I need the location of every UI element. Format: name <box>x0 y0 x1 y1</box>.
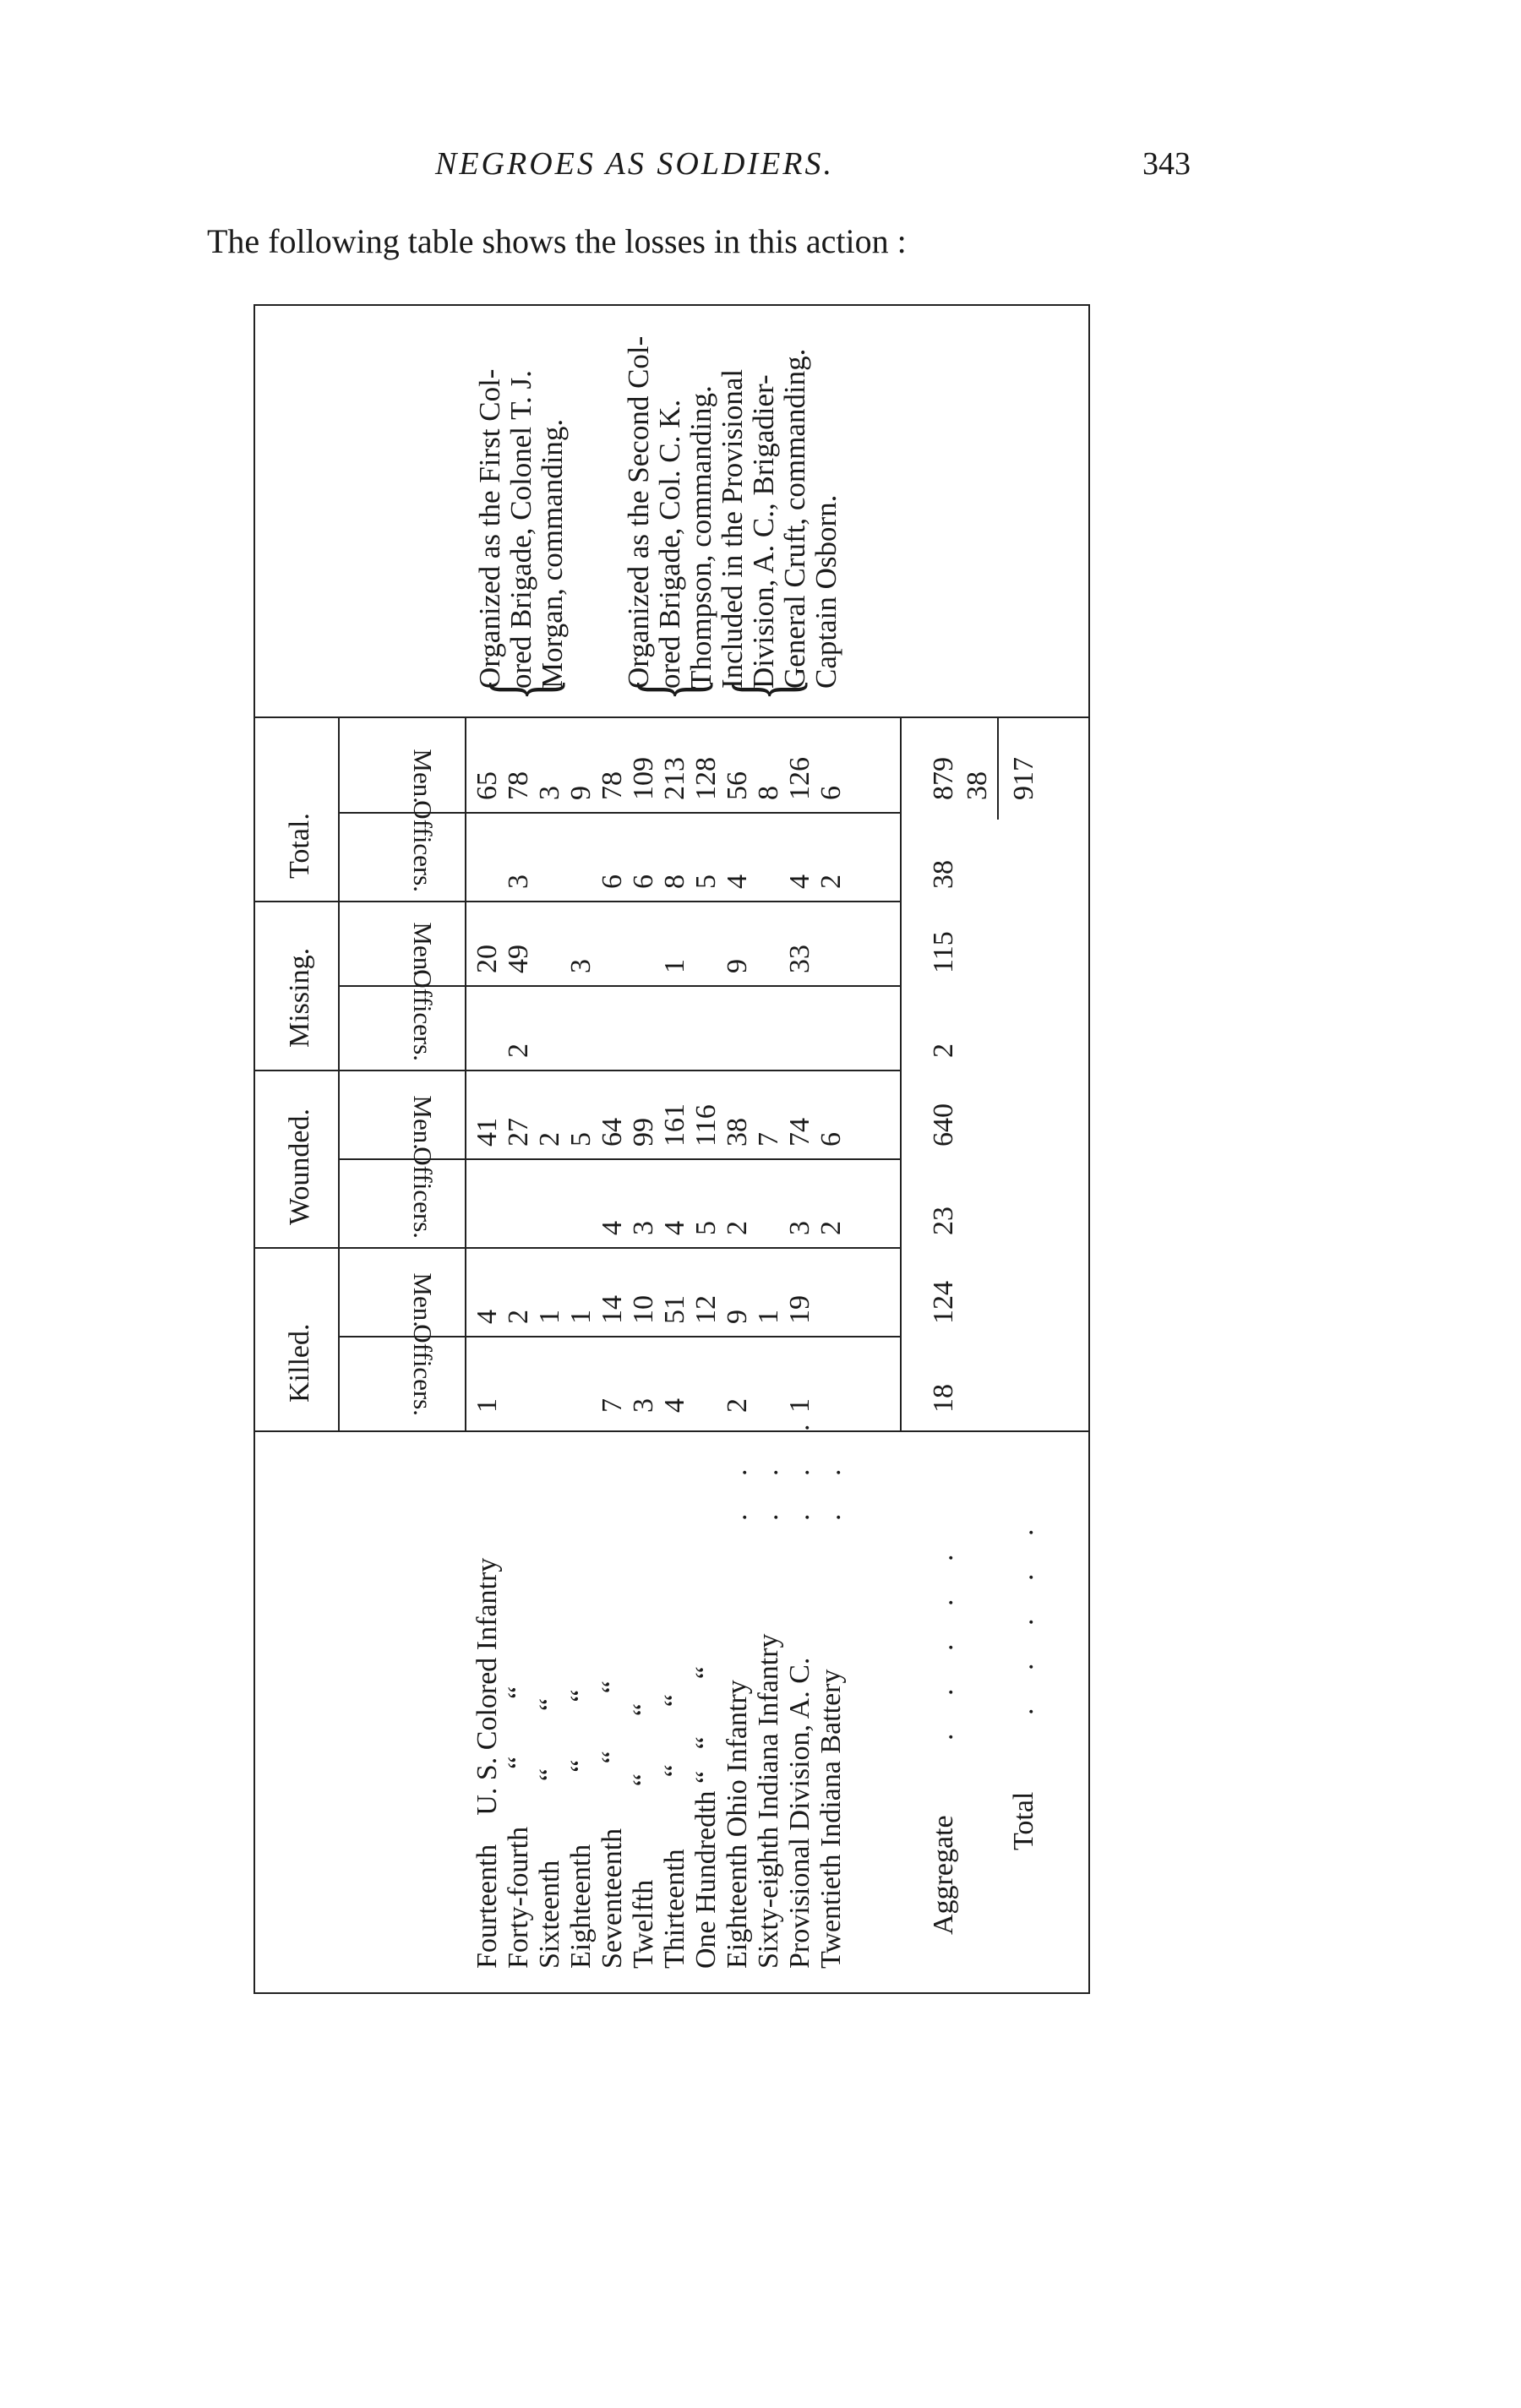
total-leader-dots: . . . . . <box>1008 1513 1039 1715</box>
table-cell: 1 <box>534 1310 565 1324</box>
table-cell: 109 <box>628 757 659 800</box>
group-rule <box>338 718 340 1432</box>
row-leader-dots: . . <box>815 1453 847 1521</box>
aggregate-cell: 2 <box>928 1043 959 1058</box>
table-cell: 5 <box>690 1221 722 1235</box>
table-cell: 1 <box>472 1398 503 1413</box>
table-cell: 5 <box>690 874 722 889</box>
aggregate-cell: 115 <box>928 931 959 973</box>
table-cell: 116 <box>690 1104 722 1147</box>
note-line: Thompson, commanding. <box>684 385 717 689</box>
sub-header: Men. <box>408 1095 438 1150</box>
note-line: Organized as the Second Col- <box>622 335 655 689</box>
table-cell: 126 <box>784 757 815 800</box>
table-cell: 6 <box>815 786 847 800</box>
notes-column-divider <box>254 716 1090 718</box>
table-cell: 74 <box>784 1118 815 1147</box>
table-cell: 78 <box>503 771 534 800</box>
table-cell: 12 <box>690 1295 722 1324</box>
aggregate-cell: 38 <box>928 860 959 889</box>
sub-header: Men. <box>408 749 438 804</box>
column-divider <box>254 901 900 902</box>
table-cell: 8 <box>659 874 690 889</box>
table-cell: 3 <box>784 1221 815 1235</box>
table-cell: 8 <box>753 786 784 800</box>
total-rule <box>997 718 999 820</box>
table-cell: 2 <box>815 1221 847 1235</box>
row-label: Twelfth “ “ <box>628 1703 659 1969</box>
table-cell: 1 <box>565 1310 597 1324</box>
row-leader-dots: . . . <box>784 1408 815 1521</box>
table-cell: 2 <box>815 874 847 889</box>
losses-table <box>254 304 1090 1994</box>
table-cell: 51 <box>659 1295 690 1324</box>
running-head <box>0 145 1521 188</box>
table-cell: 10 <box>628 1295 659 1324</box>
row-label: Eighteenth “ “ <box>565 1689 597 1969</box>
table-cell: 1 <box>784 1398 815 1413</box>
table-cell: 27 <box>503 1118 534 1147</box>
table-cell: 2 <box>503 1310 534 1324</box>
column-divider <box>254 1247 900 1249</box>
brace-mark: { <box>472 678 573 701</box>
table-cell: 19 <box>784 1295 815 1324</box>
table-cell: 6 <box>628 874 659 889</box>
row-label: One Hundredth “ “ “ <box>690 1666 722 1969</box>
table-cell: 4 <box>472 1310 503 1324</box>
sub-header: Men. <box>408 922 438 977</box>
row-label: Fourteenth U. S. Colored Infantry <box>472 1557 503 1969</box>
aggregate-cell: 124 <box>928 1281 959 1324</box>
note-line: Morgan, commanding. <box>536 418 569 689</box>
table-cell: 4 <box>659 1398 690 1413</box>
sub-header: Officers. <box>408 800 438 892</box>
table-cell: 4 <box>722 874 753 889</box>
table-cell: 4 <box>659 1221 690 1235</box>
table-cell: 4 <box>597 1221 628 1235</box>
table-cell: 6 <box>815 1132 847 1147</box>
total-value: 917 <box>1008 757 1039 800</box>
table-cell: 161 <box>659 1103 690 1147</box>
row-label: Thirteenth “ “ <box>659 1694 690 1969</box>
note-line: ored Brigade, Colonel T. J. <box>504 370 537 689</box>
table-frame-left <box>254 1992 1090 1994</box>
sub-header: Officers. <box>408 969 438 1061</box>
note-line: Organized as the First Col- <box>473 368 506 689</box>
table-cell: 3 <box>628 1221 659 1235</box>
table-cell: 213 <box>659 757 690 800</box>
table-cell: 2 <box>503 1043 534 1058</box>
intro-sentence: The following table shows the losses in this action : <box>207 222 907 260</box>
table-cell: 65 <box>472 771 503 800</box>
table-cell: 3 <box>628 1398 659 1413</box>
table-cell: 9 <box>722 959 753 973</box>
row-label: Twentieth Indiana Battery <box>815 1669 847 1969</box>
row-label: Seventeenth “ “ <box>597 1681 628 1969</box>
table-cell: 1 <box>753 1310 784 1324</box>
group-header: Wounded. <box>284 1109 315 1225</box>
group-header: Killed. <box>284 1323 315 1403</box>
brace-mark: { <box>620 678 721 701</box>
table-cell: 3 <box>534 786 565 800</box>
table-cell: 4 <box>784 874 815 889</box>
running-title: NEGROES AS SOLDIERS. <box>435 146 834 182</box>
row-label: Forty-fourth “ “ <box>503 1686 534 1969</box>
total-officers-carry: 38 <box>962 771 993 800</box>
page-number: 343 <box>1142 146 1191 182</box>
table-cell: 6 <box>597 874 628 889</box>
table-cell: 9 <box>565 786 597 800</box>
total-label: Total <box>1008 1791 1039 1850</box>
table-cell: 41 <box>472 1118 503 1147</box>
row-label: Eighteenth Ohio Infantry <box>722 1680 753 1969</box>
aggregate-cell: 18 <box>928 1384 959 1413</box>
group-header: Total. <box>284 813 315 879</box>
note-line: Captain Osborn. <box>810 494 842 689</box>
table-cell: 2 <box>722 1221 753 1235</box>
brace-mark: { <box>715 678 815 701</box>
group-header: Missing. <box>284 947 315 1048</box>
table-cell: 56 <box>722 771 753 800</box>
note-line: Division, A. C., Brigadier- <box>747 374 780 689</box>
aggregate-label: Aggregate <box>928 1815 959 1935</box>
table-cell: 78 <box>597 771 628 800</box>
table-frame-top <box>254 304 255 1994</box>
sub-header: Officers. <box>408 1324 438 1416</box>
table-cell: 7 <box>597 1398 628 1413</box>
aggregate-cell: 23 <box>928 1207 959 1235</box>
table-cell: 33 <box>784 945 815 973</box>
aggregate-rule <box>900 718 902 1432</box>
table-cell: 3 <box>565 959 597 973</box>
table-frame-right <box>254 304 1090 306</box>
row-label: Provisional Division, A. C. <box>784 1657 815 1969</box>
table-cell: 99 <box>628 1118 659 1147</box>
aggregate-cell: 640 <box>928 1103 959 1147</box>
table-cell: 1 <box>659 959 690 973</box>
row-label: Sixty-eighth Indiana Infantry <box>753 1633 784 1969</box>
column-divider <box>254 1070 900 1071</box>
table-cell: 3 <box>503 874 534 889</box>
note-line: Included in the Provisional <box>716 368 749 689</box>
label-column-divider <box>254 1430 1090 1432</box>
table-frame-bottom <box>1088 304 1090 1994</box>
aggregate-leader-dots: . . . . . <box>928 1539 959 1741</box>
sub-header: Officers. <box>408 1147 438 1239</box>
header-rule <box>465 718 466 1432</box>
row-leader-dots: . . <box>753 1453 784 1521</box>
row-label: Sixteenth “ “ <box>534 1697 565 1969</box>
table-cell: 2 <box>722 1398 753 1413</box>
table-cell: 128 <box>690 757 722 800</box>
table-cell: 20 <box>472 945 503 973</box>
row-leader-dots: . . <box>722 1453 753 1521</box>
table-cell: 64 <box>597 1118 628 1147</box>
aggregate-cell: 879 <box>928 757 959 800</box>
table-cell: 49 <box>503 945 534 973</box>
table-cell: 2 <box>534 1132 565 1147</box>
table-cell: 9 <box>722 1310 753 1324</box>
note-line: General Cruft, commanding. <box>778 348 811 689</box>
table-cell: 5 <box>565 1132 597 1147</box>
table-cell: 38 <box>722 1118 753 1147</box>
table-cell: 14 <box>597 1295 628 1324</box>
sub-header: Men. <box>408 1272 438 1327</box>
note-line: ored Brigade, Col. C. K. <box>653 399 686 689</box>
table-cell: 7 <box>753 1132 784 1147</box>
